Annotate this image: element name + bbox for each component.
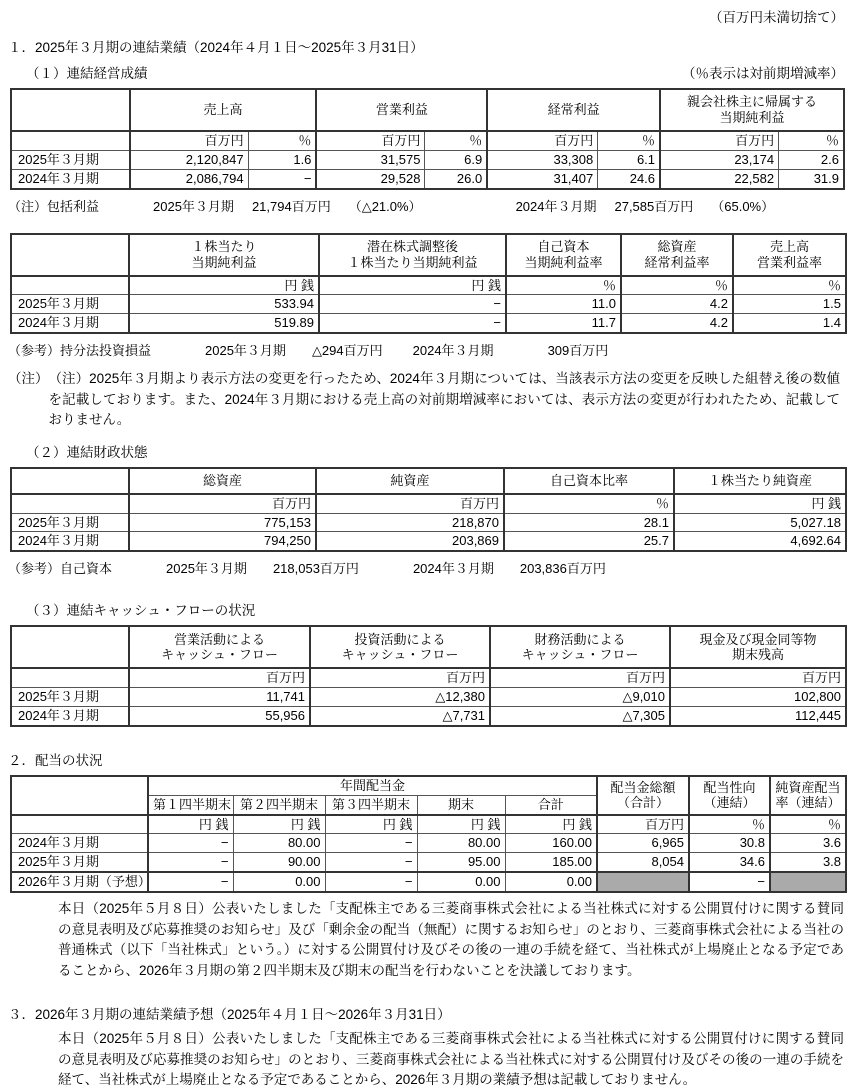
row-period-fy2024: 2024年３月期	[11, 314, 129, 333]
cell-value-shaded	[597, 872, 689, 892]
unit-net-sales-amount: 百万円	[130, 131, 249, 150]
cell-value: −	[325, 853, 417, 872]
cell-value: −	[248, 169, 316, 188]
unit-doe: ％	[770, 815, 846, 834]
corner-cell	[11, 89, 130, 131]
cell-value: 102,800	[670, 688, 846, 707]
unit-operating-cf: 百万円	[129, 668, 310, 687]
cell-value: 794,250	[129, 532, 316, 551]
section1-sub2-heading: （２）連結財政状態	[26, 444, 148, 460]
cell-value: 3.6	[770, 834, 846, 853]
unit-netincome-pct: ％	[779, 131, 844, 150]
cell-value: 4.2	[621, 314, 733, 333]
cell-value: 775,153	[129, 513, 316, 532]
unit-netincome-amount: 百万円	[660, 131, 779, 150]
unit-total-assets: 百万円	[129, 494, 316, 513]
note-b-period: 2024年３月期	[412, 343, 494, 359]
equity-method-note	[0, 340, 854, 359]
cell-value: △7,305	[490, 707, 670, 726]
cell-value: 28.1	[504, 513, 674, 532]
section1-sub1-heading: （１）連結経営成績	[26, 66, 148, 81]
cell-value: 1.6	[248, 150, 316, 169]
col-head-net-assets: 純資産	[316, 468, 504, 494]
unit-financing-cf: 百万円	[490, 668, 670, 687]
unit-operating-pct: ％	[425, 131, 487, 150]
table-row	[11, 513, 846, 532]
table-row	[11, 707, 846, 726]
cell-value: 25.7	[504, 532, 674, 551]
corner-cell	[11, 776, 148, 815]
cell-value: 4.2	[621, 295, 733, 314]
unit-net-sales-pct: ％	[248, 131, 316, 150]
section3-heading: ３．2026年３月期の連結業績予想（2025年４月１日～2026年３月31日）	[8, 1007, 451, 1023]
note-b-period: 2024年３月期	[515, 198, 597, 214]
comprehensive-income-note	[0, 196, 854, 215]
corner-cell	[11, 468, 129, 494]
note-b-period: 2024年３月期	[412, 561, 494, 577]
col-head-dividend-on-equity: 純資産配当 率（連結）	[770, 776, 846, 815]
cell-value: 2,086,794	[130, 169, 249, 188]
cell-value: 34.6	[689, 853, 770, 872]
col-head-eps: １株当たり 当期純利益	[129, 234, 319, 276]
cell-value: −	[319, 295, 506, 314]
row-period-fy2025: 2025年３月期	[11, 295, 129, 314]
cell-value: 4,692.64	[674, 532, 846, 551]
unit-operating-amount: 百万円	[316, 131, 425, 150]
col-head-total-dividends: 配当金総額 （合計）	[597, 776, 689, 815]
unit-diluted-eps: 円 銭	[319, 276, 506, 295]
row-period-fy2025: 2025年３月期	[11, 513, 129, 532]
unit-row-label	[11, 668, 129, 687]
cell-value: 30.8	[689, 834, 770, 853]
presentation-change-note: （注） （注）2025年３月期より表示方法の変更を行ったため、2024年３月期については、当該表示方法の変更を反映した組替え後の数値を記載しております。また、2024年３月期における売上高の対前期増減率においては、表示方法の変更が行われたため、記載しておりません。	[0, 369, 854, 431]
note-label: （参考）持分法投資損益	[8, 343, 152, 359]
unit-equity-ratio: ％	[504, 494, 674, 513]
table-unit-row	[11, 131, 844, 150]
cell-value: 95.00	[417, 853, 505, 872]
dividend-table	[10, 775, 847, 893]
note-a-value: △294百万円	[311, 343, 383, 359]
cell-value: −	[148, 872, 233, 892]
note-a-period: 2025年３月期	[205, 343, 286, 359]
col-head-roe: 自己資本 当期純利益率	[506, 234, 621, 276]
col-head-ordinary-income: 経常利益	[487, 89, 660, 131]
col-head-total: 合計	[505, 795, 597, 814]
col-head-net-sales: 売上高	[130, 89, 317, 131]
cell-value: 0.00	[417, 872, 505, 892]
corner-cell	[11, 626, 129, 668]
financial-position-table	[10, 467, 847, 553]
row-period-fy2024: 2024年３月期	[11, 834, 148, 853]
note-a-value: 218,053百万円	[272, 561, 359, 577]
rounding-note: （百万円未満切捨て）	[709, 10, 844, 25]
cell-value: 1.4	[733, 314, 846, 333]
cell-value: 11,741	[129, 688, 310, 707]
note-label: （参考）自己資本	[8, 561, 113, 577]
section3-paragraph: 本日（2025年５月８日）公表いたしました「支配株主である三菱商事株式会社による当社株式に対する公開買付けに関する賛同の意見表明及び応募推奨のお知らせ」のとおり、三菱商事株式会社による当社株式に対する公開買付け及びその後の一連の手続を経て、当社株式が上場廃止となる予定であることから、2026年３月期の業績予想は記載しておりません。	[58, 1031, 844, 1088]
unit-bps: 円 銭	[674, 494, 846, 513]
cell-value: 203,869	[316, 532, 504, 551]
per-share-table	[10, 233, 847, 335]
section1-sub3-heading: （３）連結キャッシュ・フローの状況	[26, 603, 256, 619]
cell-value: 11.7	[506, 314, 621, 333]
cell-value: △9,010	[490, 688, 670, 707]
cell-value: 23,174	[660, 150, 779, 169]
cell-value: 2.6	[779, 150, 844, 169]
note-a-period: 2025年３月期	[166, 561, 247, 577]
col-head-diluted-eps: 潜在株式調整後 １株当たり当期純利益	[319, 234, 506, 276]
cell-value: 519.89	[129, 314, 319, 333]
unit-ordinary-pct: ％	[598, 131, 660, 150]
table-row	[11, 314, 846, 333]
col-head-roa: 総資産 経常利益率	[621, 234, 733, 276]
col-head-investing-cf: 投資活動による キャッシュ・フロー	[310, 626, 490, 668]
row-period-fy2024: 2024年３月期	[11, 532, 129, 551]
unit-total: 円 銭	[505, 815, 597, 834]
unit-roa: ％	[621, 276, 733, 295]
cell-value: 2,120,847	[130, 150, 249, 169]
note-label: （注）包括利益	[8, 198, 100, 214]
row-period-fy2025: 2025年３月期	[11, 150, 130, 169]
unit-payout-ratio: ％	[689, 815, 770, 834]
unit-row-label	[11, 815, 148, 834]
unit-net-assets: 百万円	[316, 494, 504, 513]
cell-value: −	[319, 314, 506, 333]
consolidated-results-table	[10, 88, 845, 190]
col-head-q1-end: 第１四半期末	[148, 795, 233, 814]
col-head-net-income-parent: 親会社株主に帰属する 当期純利益	[660, 89, 844, 131]
cell-value: 0.00	[233, 872, 325, 892]
row-period-fy2024: 2024年３月期	[11, 169, 130, 188]
cell-value: 29,528	[316, 169, 425, 188]
corner-cell	[11, 234, 129, 276]
pct-display-note: （％表示は対前期増減率）	[682, 66, 844, 81]
col-head-operating-income: 営業利益	[316, 89, 487, 131]
note-a-pct: （△21.0%）	[348, 198, 422, 214]
cell-value: 80.00	[417, 834, 505, 853]
col-head-annual-dividend: 年間配当金	[148, 776, 597, 795]
table-header-row	[11, 626, 846, 668]
cell-value: 5,027.18	[674, 513, 846, 532]
cell-value: 1.5	[733, 295, 846, 314]
table-header-row	[11, 234, 846, 276]
unit-q2: 円 銭	[233, 815, 325, 834]
table-row	[11, 853, 846, 872]
row-period-fy2025: 2025年３月期	[11, 688, 129, 707]
unit-roe: ％	[506, 276, 621, 295]
cell-value: △7,731	[310, 707, 490, 726]
cell-value: 185.00	[505, 853, 597, 872]
row-period-fy2026-forecast: 2026年３月期（予想）	[11, 872, 148, 892]
cell-value: 6.1	[598, 150, 660, 169]
table-header-row-group	[11, 776, 846, 795]
cell-value-shaded	[770, 872, 846, 892]
note-b-value: 203,836百万円	[519, 561, 606, 577]
section2-paragraph: 本日（2025年５月８日）公表いたしました「支配株主である三菱商事株式会社による当社株式に対する公開買付けに関する賛同の意見表明及び応募推奨のお知らせ」及び「剰余金の配当（無配）に関するお知らせ」のとおり、三菱商事株式会社による当社の普通株式（以下「当社株式」という。）に対する公開買付け及びその後の一連の手続を経て、当社株式が上場廃止となる予定であることから、2026年３月期の第２四半期末及び期末の配当を行わないことを決議しております。	[58, 901, 844, 978]
unit-q1: 円 銭	[148, 815, 233, 834]
cell-value: 112,445	[670, 707, 846, 726]
unit-eps: 円 銭	[129, 276, 319, 295]
cell-value: 218,870	[316, 513, 504, 532]
cell-value: 24.6	[598, 169, 660, 188]
unit-cash-equivalents: 百万円	[670, 668, 846, 687]
cash-flow-table	[10, 625, 847, 727]
col-head-equity-ratio: 自己資本比率	[504, 468, 674, 494]
row-period-fy2024: 2024年３月期	[11, 707, 129, 726]
row-period-fy2025: 2025年３月期	[11, 853, 148, 872]
cell-value: 33,308	[487, 150, 598, 169]
table-unit-row	[11, 668, 846, 687]
cell-value: 0.00	[505, 872, 597, 892]
cell-value: 90.00	[233, 853, 325, 872]
cell-value: −	[689, 872, 770, 892]
cell-value: 22,582	[660, 169, 779, 188]
col-head-q2-end: 第２四半期末	[233, 795, 325, 814]
unit-year-end: 円 銭	[417, 815, 505, 834]
unit-investing-cf: 百万円	[310, 668, 490, 687]
unit-q3: 円 銭	[325, 815, 417, 834]
cell-value: 8,054	[597, 853, 689, 872]
cell-value: 160.00	[505, 834, 597, 853]
cell-value: 31,407	[487, 169, 598, 188]
cell-value: 11.0	[506, 295, 621, 314]
table-header-row	[11, 89, 844, 131]
equity-capital-note	[0, 558, 854, 577]
col-head-financing-cf: 財務活動による キャッシュ・フロー	[490, 626, 670, 668]
table-row	[11, 169, 844, 188]
cell-value: 31,575	[316, 150, 425, 169]
unit-row-label	[11, 276, 129, 295]
table-row	[11, 834, 846, 853]
table-unit-row	[11, 276, 846, 295]
col-head-payout-ratio: 配当性向 （連結）	[689, 776, 770, 815]
presentation-change-note-text: （注）2025年３月期より表示方法の変更を行ったため、2024年３月期については、当該表示方法の変更を反映した組替え後の数値を記載しております。また、2024年３月期における売上高の対前期増減率においては、表示方法の変更が行われたため、記載しておりません。	[48, 371, 840, 428]
cell-value: 55,956	[129, 707, 310, 726]
note-a-period: 2025年３月期	[153, 198, 234, 214]
col-head-bps: １株当たり純資産	[674, 468, 846, 494]
cell-value: △12,380	[310, 688, 490, 707]
col-head-cash-equivalents: 現金及び現金同等物 期末残高	[670, 626, 846, 668]
cell-value: −	[325, 872, 417, 892]
col-head-total-assets: 総資産	[129, 468, 316, 494]
cell-value: −	[148, 834, 233, 853]
table-unit-row	[11, 815, 846, 834]
table-row	[11, 150, 844, 169]
cell-value: −	[325, 834, 417, 853]
table-header-row	[11, 468, 846, 494]
note-b-value: 27,585百万円	[614, 198, 694, 214]
cell-value: 26.0	[425, 169, 487, 188]
col-head-q3-end: 第３四半期末	[325, 795, 417, 814]
col-head-operating-cf: 営業活動による キャッシュ・フロー	[129, 626, 310, 668]
cell-value: 533.94	[129, 295, 319, 314]
section2-heading: ２．配当の状況	[8, 752, 103, 768]
unit-total-dividends: 百万円	[597, 815, 689, 834]
unit-row-label	[11, 131, 130, 150]
table-row	[11, 688, 846, 707]
note-a-value: 21,794百万円	[251, 198, 331, 214]
unit-operating-margin: ％	[733, 276, 846, 295]
table-unit-row	[11, 494, 846, 513]
col-head-operating-margin: 売上高 営業利益率	[733, 234, 846, 276]
table-row	[11, 295, 846, 314]
unit-row-label	[11, 494, 129, 513]
table-row-forecast	[11, 872, 846, 892]
unit-ordinary-amount: 百万円	[487, 131, 598, 150]
cell-value: 6.9	[425, 150, 487, 169]
note-b-pct: （65.0%）	[711, 198, 775, 214]
cell-value: 3.8	[770, 853, 846, 872]
table-row	[11, 532, 846, 551]
note-b-value: 309百万円	[547, 343, 609, 359]
cell-value: 6,965	[597, 834, 689, 853]
col-head-year-end: 期末	[417, 795, 505, 814]
cell-value: 80.00	[233, 834, 325, 853]
cell-value: −	[148, 853, 233, 872]
cell-value: 31.9	[779, 169, 844, 188]
section1-heading: １．2025年３月期の連結業績（2024年４月１日～2025年３月31日）	[8, 40, 424, 55]
